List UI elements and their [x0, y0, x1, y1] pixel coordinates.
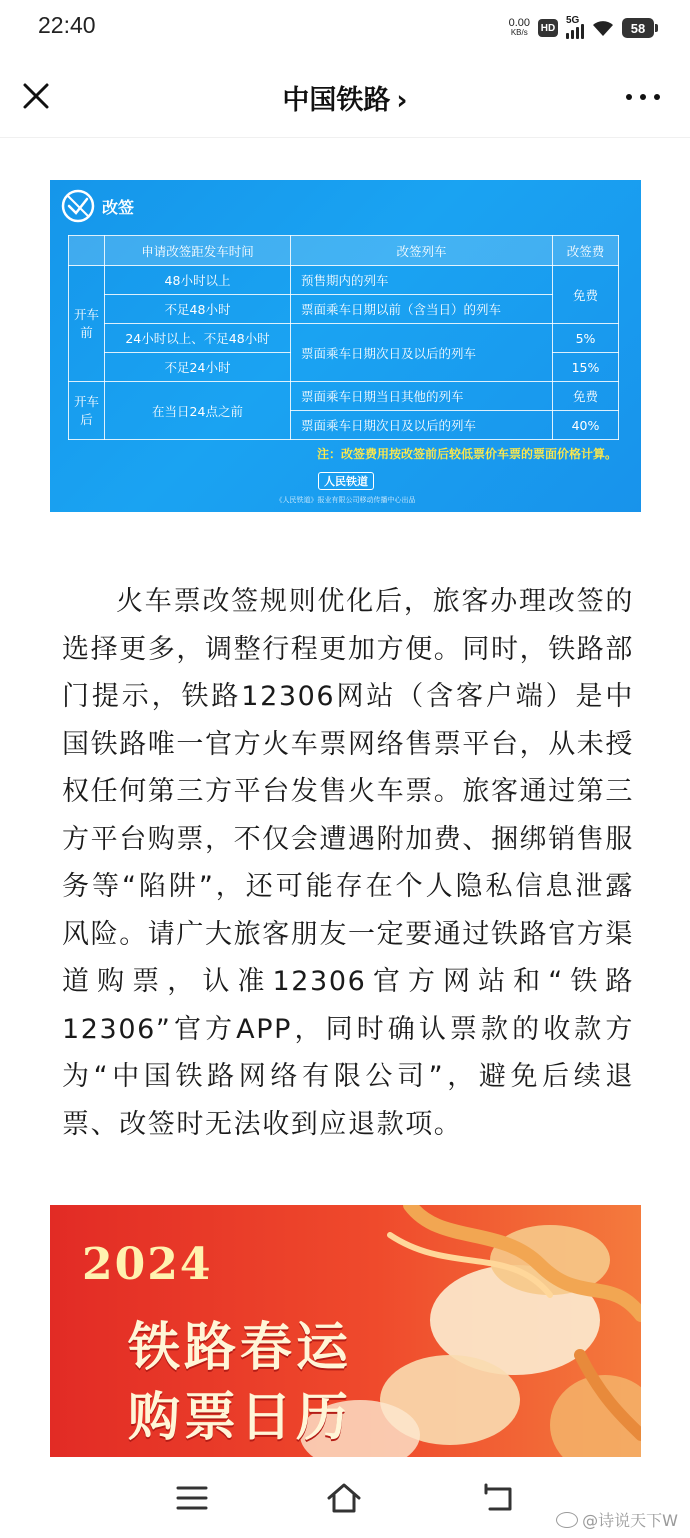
- ticket-change-fee-table: [68, 235, 619, 440]
- table-cell: 5%: [553, 324, 619, 353]
- banner-title-line2: 购票日历: [128, 1387, 353, 1448]
- before-departure-label: 开车前: [69, 266, 105, 382]
- menu-icon[interactable]: [174, 1480, 210, 1516]
- spring-festival-banner[interactable]: [50, 1205, 641, 1457]
- table-row: [69, 266, 619, 295]
- battery-icon: 58: [622, 18, 654, 38]
- table-row: [69, 324, 619, 353]
- publisher-logo: 人民铁道: [318, 472, 374, 490]
- table-cell: 预售期内的列车: [291, 266, 553, 295]
- change-ticket-icon: [60, 188, 96, 224]
- account-title-link[interactable]: [0, 78, 690, 117]
- table-cell: 15%: [553, 353, 619, 382]
- article-body: [62, 578, 634, 1148]
- table-cell: 票面乘车日期以前（含当日）的列车: [291, 295, 553, 324]
- weibo-icon: [556, 1512, 578, 1528]
- table-corner: [69, 236, 105, 266]
- table-cell: 票面乘车日期次日及以后的列车: [291, 324, 553, 382]
- table-cell: 在当日24点之前: [105, 382, 291, 440]
- net-speed-unit: KB/s: [510, 28, 528, 37]
- rule-heading-text: 改签: [102, 197, 135, 217]
- banner-title-line1: 铁路春运: [128, 1317, 353, 1378]
- nav-bar: [0, 56, 690, 138]
- table-cell: 票面乘车日期次日及以后的列车: [291, 411, 553, 440]
- column-header: 改签费: [553, 236, 619, 266]
- watermark: [556, 1508, 678, 1531]
- network-type: 5G: [566, 15, 580, 26]
- signal-icon: [566, 17, 584, 39]
- net-speed-value: 0.00: [508, 17, 530, 29]
- rule-note: 注：改签费用按改签前后较低票价车票的票面价格计算。: [316, 447, 617, 461]
- after-departure-label: 开车后: [69, 382, 105, 440]
- dot-icon: [640, 94, 646, 100]
- ticket-change-rule-image[interactable]: [50, 180, 641, 512]
- hd-icon: HD: [538, 19, 558, 37]
- table-cell: 不足48小时: [105, 295, 291, 324]
- watermark-text: @诗说天下W: [582, 1511, 678, 1530]
- more-options-button[interactable]: [626, 86, 660, 108]
- table-cell: 免费: [553, 266, 619, 324]
- wifi-icon: [592, 19, 614, 37]
- table-header-row: [69, 236, 619, 266]
- table-cell: 免费: [553, 382, 619, 411]
- status-time: 22:40: [38, 12, 96, 38]
- home-icon[interactable]: [326, 1480, 362, 1516]
- page-title: 中国铁路: [282, 85, 391, 116]
- publisher-credit: 《人民铁道》报业有限公司移动传播中心出品: [275, 496, 416, 504]
- column-header: 申请改签距发车时间: [105, 236, 291, 266]
- banner-year: 2024: [82, 1239, 213, 1290]
- dot-icon: [626, 94, 632, 100]
- status-bar: [0, 0, 690, 56]
- chevron-right-icon: ›: [396, 85, 408, 116]
- table-row: [69, 295, 619, 324]
- dragon-illustration: [350, 1205, 641, 1457]
- table-cell: 票面乘车日期当日其他的列车: [291, 382, 553, 411]
- status-icons: [509, 12, 654, 44]
- article-paragraph: 火车票改签规则优化后，旅客办理改签的选择更多，调整行程更加方便。同时，铁路部门提示，铁路12306网站（含客户端）是中国铁路唯一官方火车票网络售票平台，从未授权任何第三方平台发售火车票。旅客通过第三方平台购票，不仅会遭遇附加费、捆绑销售服务等“陷阱”，还可能存在个人隐私信息泄露风险。请广大旅客朋友一定要通过铁路官方渠道购票，认准12306官方网站和“铁路12306”官方APP，同时确认票款的收款方为“中国铁路网络有限公司”，避免后续退票、改签时无法收到应退款项。: [62, 586, 634, 1140]
- back-icon[interactable]: [480, 1480, 516, 1516]
- table-row: [69, 382, 619, 411]
- table-cell: 24小时以上、不足48小时: [105, 324, 291, 353]
- table-cell: 40%: [553, 411, 619, 440]
- rule-heading: [60, 188, 134, 224]
- column-header: 改签列车: [291, 236, 553, 266]
- table-cell: 不足24小时: [105, 353, 291, 382]
- net-speed: [509, 18, 530, 38]
- dot-icon: [654, 94, 660, 100]
- table-cell: 48小时以上: [105, 266, 291, 295]
